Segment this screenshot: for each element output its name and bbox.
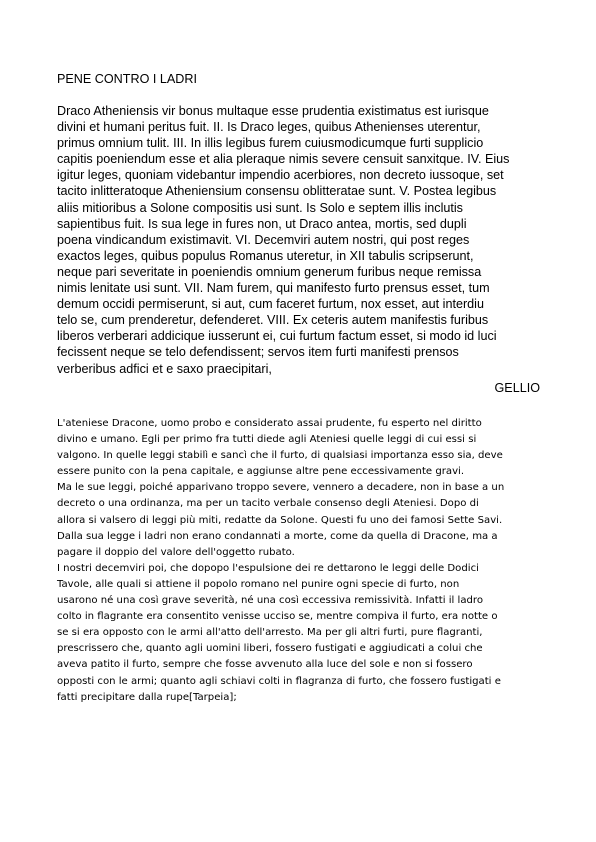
latin-line: sapientibus fuit. Is sua lege in fures non, ut Draco antea, mortis, sed dupli <box>57 216 467 231</box>
italian-line: L'ateniese Dracone, uomo probo e considerato assai prudente, fu esperto nel diritto <box>57 418 482 429</box>
latin-line: telo se, cum prenderetur, defenderet. VIII. Ex ceteris autem manifestis furibus <box>57 313 489 328</box>
latin-line: igitur leges, quoniam videbantur impendio acerbiores, non decreto iussoque, set <box>57 168 504 183</box>
italian-line: prescrissero che, quanto agli uomini liberi, fossero fustigati e aggiudicati a colui che <box>57 643 483 655</box>
italian-line: divino e umano. Egli per primo fra tutti diede agli Ateniesi quelle leggi di cui essi si <box>57 434 477 446</box>
latin-line: demum occidi permiserunt, si aut, cum faceret furtum, nox esset, aut interdiu <box>57 297 484 312</box>
italian-line: se si era opposto con le armi all'atto dell'arresto. Ma per gli altri furti, pure flagranti, <box>57 627 483 639</box>
latin-line: nimis lenitate usi sunt. VII. Nam furem, qui manifesto furto prensus esset, tum <box>57 281 490 296</box>
latin-line: exactos leges, quibus populus Romanus uteretur, in XII tabulis scripserunt, <box>57 248 474 263</box>
latin-line: primus omnium tulit. III. In illis legibus furem cuiusmodicumque furti supplicio <box>57 136 484 151</box>
italian-translation <box>57 416 540 706</box>
italian-line: Tavole, alle quali si attiene il popolo romano nel punire ogni specie di furto, non <box>57 578 460 590</box>
italian-line: opposti con le armi; quanto agli schiavi colti in flagranza di furto, che fossero fustigati e <box>57 675 501 687</box>
latin-line: fecissent neque se telo defendissent; servos item furti manifesti prensos <box>57 345 459 360</box>
latin-line: tacito inlitteratoque Atheniensium consensu oblitteratae sunt. V. Postea legibus <box>57 184 497 199</box>
latin-line: verberibus adfici et e saxo praecipitari, <box>57 361 272 376</box>
italian-line: valgono. In quelle leggi stabilì e sancì che il furto, di qualsiasi importanza esso sia, deve <box>57 450 503 462</box>
italian-line: fatti precipitare dalla rupe[Tarpeia]; <box>57 691 237 703</box>
document-title: PENE CONTRO I LADRI <box>57 72 197 86</box>
italian-line: usarono né una così grave severità, né una così eccessiva remissività. Infatti il ladro <box>57 595 484 607</box>
latin-line: liberos verberari addicique iusserunt ei, cui furtum factum esset, si modo id luci <box>57 329 497 344</box>
latin-line: Draco Atheniensis vir bonus multaque esse prudentia existimatus est iurisque <box>57 104 489 118</box>
latin-line: poena vindicandum existimavit. VI. Decemviri autem nostri, qui post reges <box>57 232 470 247</box>
italian-line: Dalla sua legge i ladri non erano condannati a morte, come da quella di Dracone, ma a <box>57 530 498 542</box>
latin-line: capitis poeniendum esse et alia pleraque nimis severe censuit sanxitque. IV. Eius <box>57 152 510 167</box>
italian-line: colto in flagrante era consentito venisse ucciso se, mentre compiva il furto, era notte o <box>57 611 498 623</box>
italian-line: essere punito con la pena capitale, e aggiunse altre pene eccessivamente gravi. <box>57 466 465 478</box>
latin-text <box>57 103 540 377</box>
latin-line: divini et humani peritus fuit. II. Is Draco leges, quibus Athenienses uterentur, <box>57 120 481 135</box>
italian-line: pagare il doppio del valore dell'oggetto rubato. <box>57 546 295 558</box>
italian-line: aveva patito il furto, sempre che fosse avvenuto alla luce del sole e non si fossero <box>57 659 473 671</box>
author-attribution: GELLIO <box>494 381 540 395</box>
latin-line: neque pari severitate in poeniendis omnium generum furibus neque remissa <box>57 264 482 279</box>
latin-line: aliis mitioribus a Solone compositis usi sunt. Is Solo e septem illis inclutis <box>57 200 463 215</box>
italian-line: I nostri decemviri poi, che dopopo l'espulsione dei re dettarono le leggi delle Dodici <box>57 562 479 574</box>
italian-line: Ma le sue leggi, poiché apparivano troppo severe, vennero a decadere, non in base a un <box>57 482 505 494</box>
italian-line: allora si valsero di leggi più miti, redatte da Solone. Questi fu uno dei famosi Sette Savi. <box>57 514 503 526</box>
italian-line: decreto o una ordinanza, ma per un tacito verbale consenso degli Ateniesi. Dopo di <box>57 498 479 510</box>
